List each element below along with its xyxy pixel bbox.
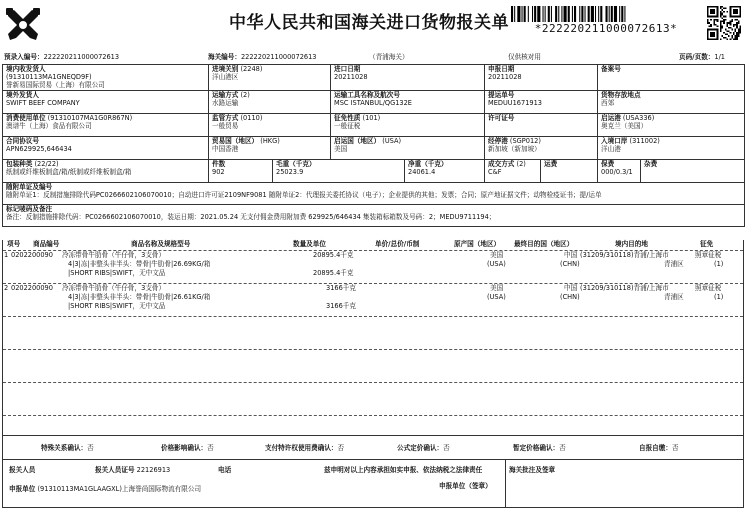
phone-label: 电话 (218, 466, 232, 474)
contract-cell: 合同协议号 APN629925,646434 (3, 136, 209, 159)
header-item-no: 项号 (7, 240, 21, 248)
depart-country-cell: 启运国（地区） (USA) 美国 (331, 136, 485, 159)
qr-code-icon (707, 6, 741, 40)
item-dest-name: 中国 (564, 284, 578, 292)
bill-of-lading-cell: 提运单号 MEDUU1671913 (485, 90, 598, 113)
item-origin-name: 美国 (490, 284, 504, 292)
provisional-price-confirm: 暂定价格确认：否 (513, 444, 566, 452)
header-qty: 数量及单位 (293, 240, 326, 248)
declarant-cert: 报关人员证号 22126913 (95, 466, 171, 474)
item-origin-name: 美国 (490, 251, 504, 259)
declaring-unit-seal: 申报单位（签章） (439, 482, 492, 490)
documents-cell: 随附单证及编号 随附单证1：反制措施排除代码PC0266602106070010；自动进口许可证2109NF9081 随附单证2：代理报关委托协议（电子）；企业提供的其他；发票；合同；原产地证据文件；动物检疫证书；提/运单 (3, 182, 745, 204)
declarant-label: 报关人员 (9, 466, 36, 474)
trade-country-cell: 贸易国（地区） (HKG) 中国香港 (209, 136, 331, 159)
header-dest: 最终目的国（地区） (514, 240, 574, 248)
item-name-line2: 4|3|冻|非整头非半头：带骨|牛肋骨|26.61KG/箱 (68, 293, 211, 301)
user-unit-cell: 消费使用单位 (91310107MA1G0R867N) 澳谱牛（上海）食品有限公司 (3, 113, 209, 136)
declaring-unit: 申报单位 (91310113MA1GLAAGXL)上海誉尚国际物流有限公司 (9, 485, 202, 493)
item-dest-name: 中国 (564, 251, 578, 259)
form-title: 中华人民共和国海关进口货物报关单 (229, 13, 509, 33)
storage-cell: 货物存放地点 西郊 (598, 90, 745, 113)
declare-date-cell: 申报日期 20211028 (485, 65, 598, 91)
customs-office: （青浦海关） (369, 53, 409, 61)
confirmation-row (2, 436, 744, 460)
item-name-line1: 冷冻带骨牛肋骨（牛仔骨，3支骨） (62, 284, 166, 292)
verify-note: 仅供核对用 (508, 53, 541, 61)
transit-port-cell: 经停港 (SGP012) 新加坡（新加坡） (485, 136, 598, 159)
insurance-cell: 保费 000/0.3/1 (598, 159, 641, 182)
header-name: 商品名称及规格型号 (131, 240, 191, 248)
customs-annotation-label: 海关批注及签章 (509, 466, 556, 474)
pieces-cell: 件数 902 (209, 159, 273, 182)
item-name-line2: 4|3|冻|非整头非半头：带骨|牛肋骨|26.69KG/箱 (68, 260, 211, 268)
item-qty-2: 3166千克 (326, 302, 356, 310)
item-qty-2: 20895.4千克 (313, 269, 354, 277)
item-origin-code: (USA) (487, 293, 506, 301)
page-number: 页码/页数：1/1 (679, 53, 726, 61)
item-dest-place-2: 青浦区 (664, 293, 684, 301)
header-price: 单价/总价/币制 (375, 240, 420, 248)
license-cell: 许可证号 (485, 113, 598, 136)
customs-emblem-icon (4, 6, 42, 44)
import-date-cell: 进口日期 20211028 (331, 65, 485, 91)
item-code: 0202200090 (11, 251, 53, 259)
header-code: 商品编号 (33, 240, 60, 248)
levy-nature-cell: 征免性质 (101) 一般征税 (331, 113, 485, 136)
item-name-line3: |SHORT RIBS|SWIFT，无中文品 (68, 302, 166, 310)
item-origin-code: (USA) (487, 260, 506, 268)
vessel-cell: 运输工具名称及航次号 MSC ISTANBUL/QG132E (331, 90, 485, 113)
header-dest-place: 境内目的地 (615, 240, 648, 248)
item-levy-1: 照章征税 (695, 251, 722, 259)
consignee-cell: 境内收发货人 (91310113MA1GNEQD9F) 誉新易国际贸易（上海）有限公司 (3, 65, 209, 91)
item-qty-1: 20895.4千克 (313, 251, 354, 259)
item-qty-1: 3166千克 (326, 284, 356, 292)
record-number-cell: 备案号 (598, 65, 745, 91)
header-origin: 原产国（地区） (454, 240, 501, 248)
misc-fee-cell: 杂费 (641, 159, 745, 182)
item-code: 0202200090 (11, 284, 53, 292)
self-pay-confirm: 自报自缴：否 (639, 444, 679, 452)
item-dest-code: (CHN) (560, 293, 580, 301)
barcode-icon (511, 6, 701, 22)
item-levy-2: (1) (714, 293, 724, 301)
item-name-line3: |SHORT RIBS|SWIFT，无中文品 (68, 269, 166, 277)
item-levy-2: (1) (714, 260, 724, 268)
item-levy-1: 照章征税 (695, 284, 722, 292)
origin-port-cell: 启运港 (USA336) 奥克兰（美国） (598, 113, 745, 136)
deal-mode-cell: 成交方式 (2) C&F (485, 159, 541, 182)
entry-port-cell: 进境关别 (2248) 洋山港区 (209, 65, 331, 91)
entry-place-cell: 入境口岸 (311002) 洋山港 (598, 136, 745, 159)
net-weight-cell: 净重（千克） 24061.4 (405, 159, 485, 182)
item-dest-place-1: (31209/310118)青浦/上海市 (580, 251, 669, 259)
gross-weight-cell: 毛重（千克） 25023.9 (273, 159, 405, 182)
legal-statement: 兹申明对以上内容承担如实申报、依法纳税之法律责任 (324, 466, 483, 474)
footer-section (2, 460, 744, 508)
item-dest-place-2: 青浦区 (664, 260, 684, 268)
special-relationship-confirm: 特殊关系确认：否 (41, 444, 94, 452)
item-dest-place-1: (31209/310118)青浦/上海市 (580, 284, 669, 292)
customs-number: 海关编号：222220211000072613 (208, 53, 317, 61)
pre-entry-number: 预录入编号：222220211000072613 (4, 53, 120, 61)
supervision-cell: 监管方式 (0110) 一般贸易 (209, 113, 331, 136)
transport-mode-cell: 运输方式 (2) 水路运输 (209, 90, 331, 113)
declaration-grid (2, 64, 745, 227)
freight-cell: 运费 (541, 159, 598, 182)
header-levy: 征免 (700, 240, 714, 248)
item-name-line1: 冷冻带骨牛肋骨（牛仔骨，3支骨） (62, 251, 166, 259)
barcode-text: *222220211000072613* (534, 22, 678, 35)
remarks-cell: 标记唛码及备注 备注：反制措施排除代码：PC0266602106070010，装运日期：2021.05.24 无支付佣金费用附加费 629925/646434 集装箱标箱数及号码：2；MEDU9711194； (3, 204, 745, 226)
goods-items-section (2, 240, 744, 436)
shipper-cell: 境外发货人 SWIFT BEEF COMPANY (3, 90, 209, 113)
item-dest-code: (CHN) (560, 260, 580, 268)
formula-price-confirm: 公式定价确认：否 (397, 444, 450, 452)
item-no: 2 (4, 284, 9, 292)
royalty-confirm: 支付特许权使用费确认：否 (265, 444, 345, 452)
package-cell: 包装种类 (22/22) 纸制或纤维板制盒/箱/纸制或纤维板制盒/箱 (3, 159, 209, 182)
item-no: 1 (4, 251, 9, 259)
price-impact-confirm: 价格影响确认：否 (161, 444, 214, 452)
